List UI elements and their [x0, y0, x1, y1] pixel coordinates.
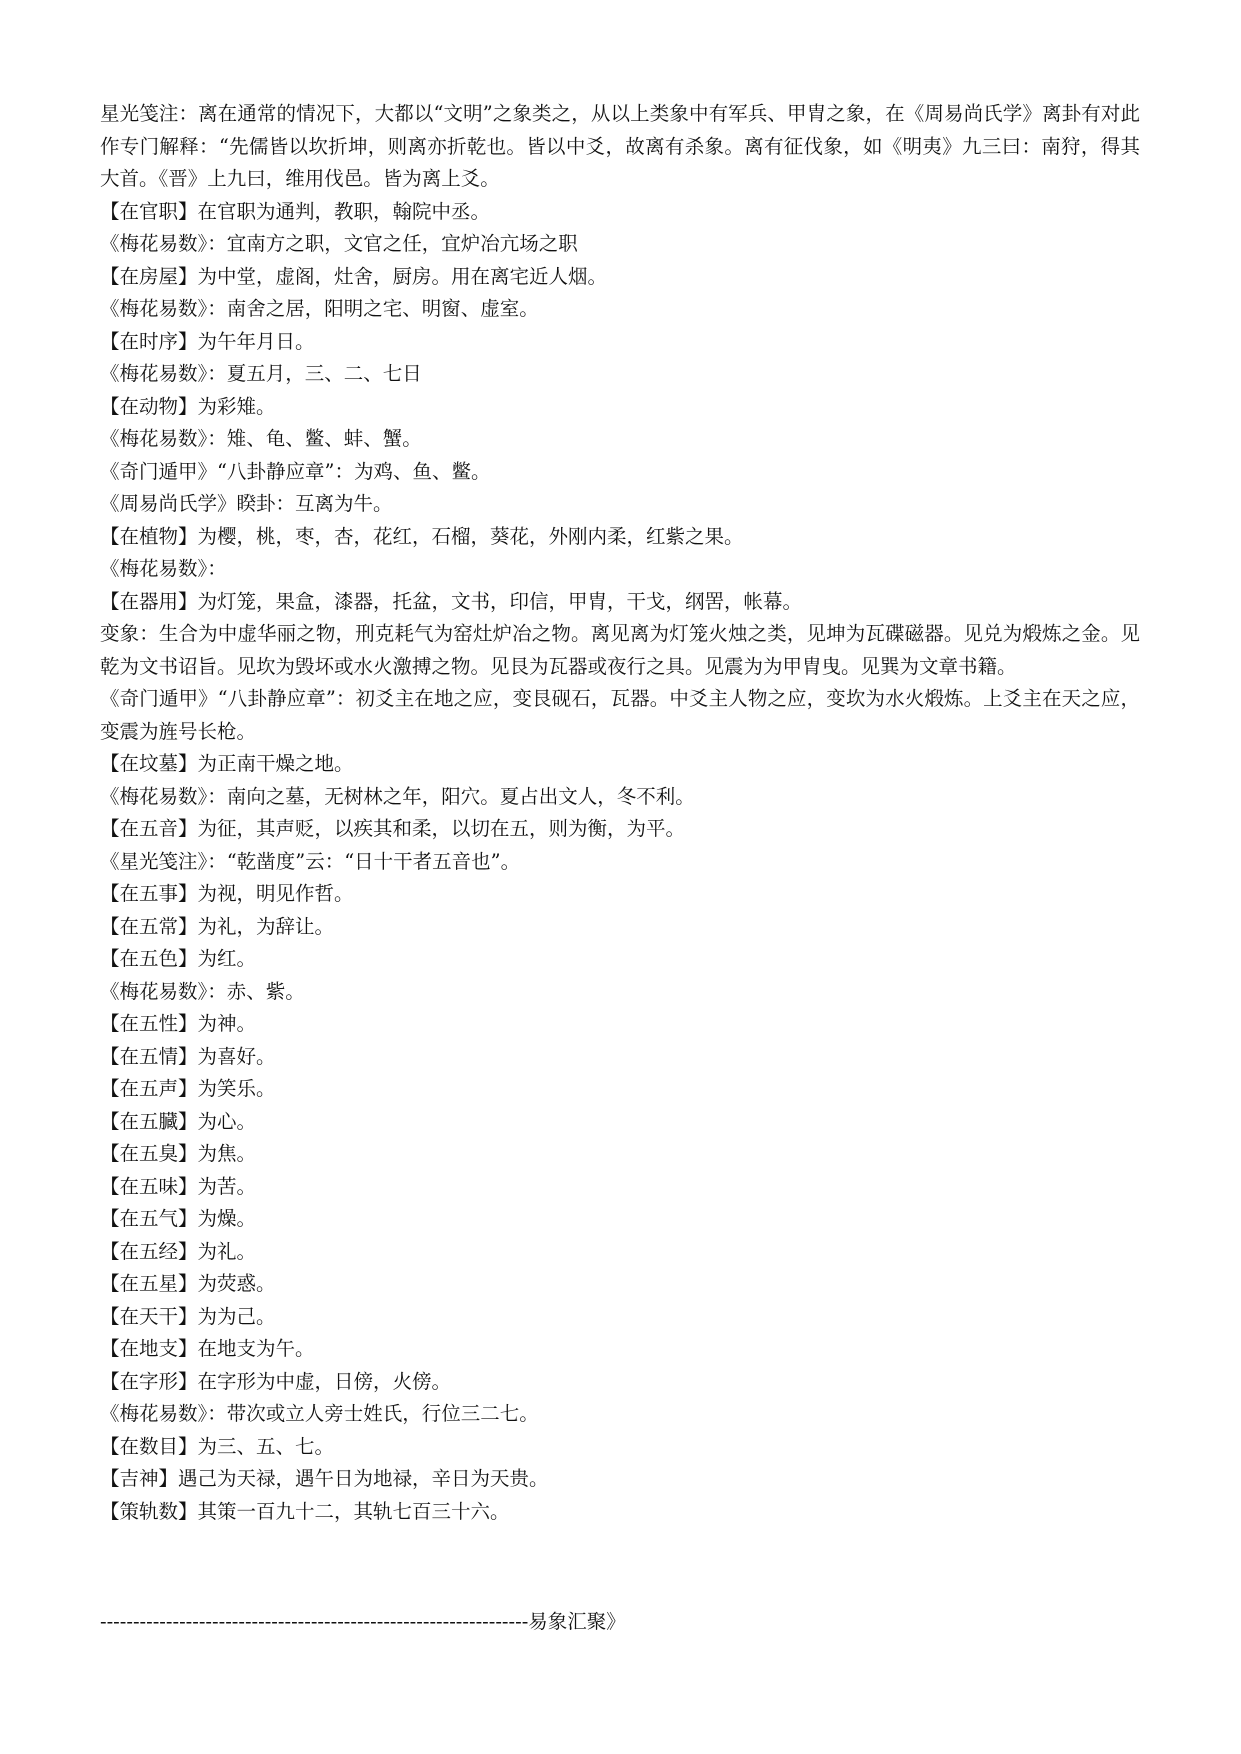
paragraph-line: 【在房屋】为中堂，虚阁，灶舍，厨房。用在离宅近人烟。 — [100, 264, 608, 288]
paragraph-line: 【在器用】为灯笼，果盒，漆器，托盆，文书，印信，甲胄，干戈，纲罟，帐幕。 — [100, 589, 803, 613]
paragraph-line: 《周易尚氏学》睽卦：互离为牛。 — [100, 492, 393, 515]
paragraph-line: 【在数目】为三、五、七。 — [100, 1434, 335, 1458]
paragraph-line: 【在五性】为神。 — [100, 1012, 257, 1035]
paragraph-line: 【在动物】为彩雉。 — [100, 394, 276, 418]
paragraph-line: 【在五味】为苦。 — [100, 1174, 257, 1198]
paragraph-line: 《奇门遁甲》“八卦静应章”：为鸡、鱼、鳖。 — [100, 459, 491, 483]
document-body — [100, 98, 1140, 1528]
paragraph-line: 【在坟墓】为正南干燥之地。 — [100, 752, 354, 775]
paragraph-line: 《星光笺注》：“乾凿度”云：“日十干者五音也”。 — [100, 849, 521, 873]
paragraph-line: 【在五气】为燥。 — [100, 1207, 257, 1230]
paragraph-line: 《梅花易数》：南舍之居，阳明之宅、明窗、虚室。 — [100, 297, 539, 320]
paragraph-line: 【在五音】为征，其声贬，以疾其和柔，以切在五，则为衡，为平。 — [100, 817, 686, 840]
paragraph-line: 【在五事】为视，明见作哲。 — [100, 882, 354, 905]
paragraph-line: 变象：生合为中虚华丽之物，刑克耗气为窑灶炉冶之物。离见离为灯笼火烛之类，见坤为瓦碟磁器。见兑为煅炼之金。见乾为文书诏旨。见坎为毁坏或水火激搏之物。见艮为瓦器或夜行之具。见震为为甲胄曳。见巽为文章书籍。 — [100, 622, 1140, 678]
paragraph-line: 《梅花易数》：南向之墓，无树林之年，阳穴。夏占出文人，冬不利。 — [100, 784, 695, 808]
paragraph-line: 《梅花易数》：雉、龟、鳖、蚌、蟹。 — [100, 427, 422, 450]
paragraph-line: 星光笺注：离在通常的情况下，大都以“文明”之象类之，从以上类象中有军兵、甲胄之象，在《周易尚氏学》离卦有对此作专门解释：“先儒皆以坎折坤，则离亦折乾也。皆以中爻，故离有杀象。离有征伐象，如《明夷》九三曰：南狩，得其大首。《晋》上九曰，维用伐邑。皆为离上爻。 — [100, 102, 1140, 190]
paragraph-line: 【在官职】在官职为通判，教职，翰院中丞。 — [100, 199, 491, 223]
footer-rule: ----------------------------------------------------------------- — [100, 1610, 529, 1633]
paragraph-line: 《梅花易数》：赤、紫。 — [100, 979, 305, 1003]
paragraph-line: 《梅花易数》：带次或立人旁士姓氏，行位三二七。 — [100, 1402, 539, 1425]
paragraph-line: 【在五常】为礼，为辞让。 — [100, 914, 335, 938]
paragraph-line: 【在地支】在地支为午。 — [100, 1337, 315, 1360]
paragraph-line: 【吉神】遇己为天禄，遇午日为地禄，辛日为天贵。 — [100, 1467, 549, 1490]
footer-title: 易象汇聚》 — [528, 1610, 626, 1633]
paragraph-line: 《梅花易数》：宜南方之职，文官之任，宜炉冶亢场之职 — [100, 232, 578, 255]
paragraph-line: 【在植物】为樱，桃，枣，杏，花红，石榴，葵花，外刚内柔，红紫之果。 — [100, 524, 744, 548]
paragraph-line: 【在五星】为荧惑。 — [100, 1272, 276, 1295]
paragraph-line: 【在五情】为喜好。 — [100, 1044, 276, 1068]
paragraph-line: 【在时序】为午年月日。 — [100, 329, 315, 353]
paragraph-line: 【在字形】在字形为中虚，日傍，火傍。 — [100, 1369, 452, 1393]
paragraph-line: 【在五色】为红。 — [100, 947, 257, 970]
paragraph-line: 【在天干】为为己。 — [100, 1304, 276, 1328]
paragraph-line: 《奇门遁甲》“八卦静应章”：初爻主在地之应，变艮砚石，瓦器。中爻主人物之应，变坎为水火煅炼。上爻主在天之应，变震为旌号长枪。 — [100, 687, 1140, 743]
paragraph-line: 《梅花易数》： — [100, 557, 227, 580]
paragraph-line: 《梅花易数》：夏五月，三、二、七日 — [100, 362, 422, 385]
page-footer — [100, 1606, 1100, 1634]
paragraph-line: 【在五声】为笑乐。 — [100, 1077, 276, 1100]
paragraph-line: 【在五臭】为焦。 — [100, 1142, 257, 1165]
paragraph-line: 【策轨数】其策一百九十二，其轨七百三十六。 — [100, 1499, 510, 1523]
paragraph-line: 【在五臓】为心。 — [100, 1109, 257, 1133]
paragraph-line: 【在五经】为礼。 — [100, 1239, 257, 1263]
